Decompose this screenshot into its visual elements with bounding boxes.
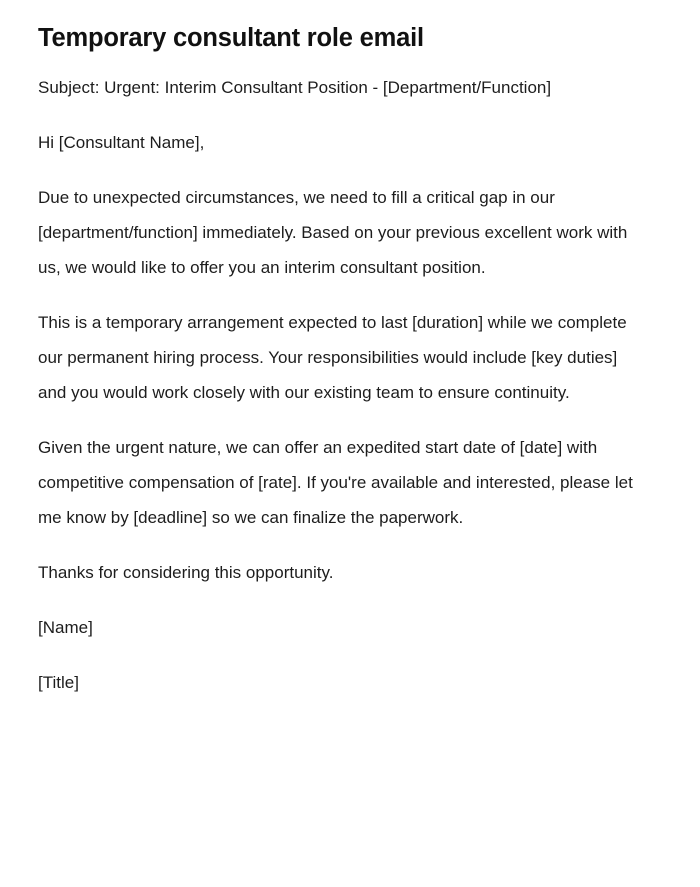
email-signature-name: [Name] — [38, 618, 93, 637]
email-template-article — [38, 22, 636, 700]
email-closing-line: Thanks for considering this opportunity. — [38, 563, 334, 582]
email-body-paragraph-2: This is a temporary arrangement expected to last [duration] while we complete our permanent hiring process. Your responsibilities would include [key duties] and you would work closely with our existing team to ensure continuity. — [38, 313, 627, 402]
email-body-paragraph-1: Due to unexpected circumstances, we need to fill a critical gap in our [department/function] immediately. Based on your previous excellent work with us, we would like to offer you an interim consultant position. — [38, 188, 628, 277]
page-title: Temporary consultant role email — [38, 24, 424, 52]
email-signature-title: [Title] — [38, 673, 79, 692]
email-greeting: Hi [Consultant Name], — [38, 133, 205, 152]
email-body-paragraph-3: Given the urgent nature, we can offer an expedited start date of [date] with competitive compensation of [rate]. If you're available and interested, please let me know by [deadline] so we can finalize the paperwork. — [38, 438, 633, 527]
email-subject-line: Subject: Urgent: Interim Consultant Position - [Department/Function] — [38, 78, 552, 97]
